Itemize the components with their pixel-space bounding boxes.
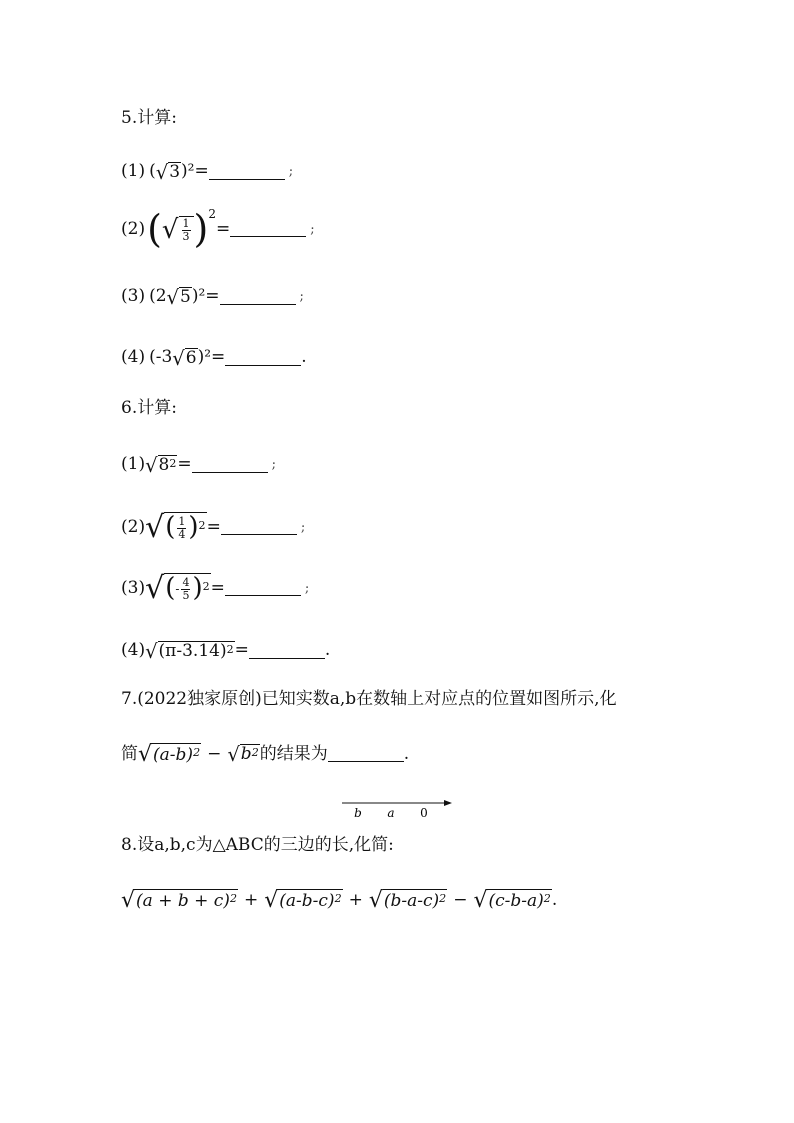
sqrt: √ (π-3.14) $^2$	[145, 640, 234, 663]
answer-blank[interactable]	[209, 178, 285, 180]
q5-item-2: (2) ( √ $\frac{1}{3}$ ) 2 = ;	[121, 207, 315, 251]
q6-item-4: (4) √ (π-3.14) $^2$ = .	[121, 640, 331, 663]
sqrt: √ b $^2$	[227, 743, 259, 767]
axis-label-b: b	[354, 806, 362, 820]
q7-line-2: 简 √ (a-b) $^2$ − √ b $^2$ 的结果为 .	[121, 742, 410, 767]
answer-blank[interactable]	[225, 594, 301, 596]
sqrt: √ (b-a-c) $^2$	[368, 888, 447, 913]
q5-item-4: (4) (-3 √ 6 )²= .	[121, 347, 307, 370]
answer-blank[interactable]	[220, 303, 296, 305]
sqrt: √ $\frac{1}{3}$	[162, 216, 194, 242]
q8-heading: 8.设a,b,c为△ABC的三边的长,化简:	[121, 835, 394, 855]
answer-blank[interactable]	[221, 533, 297, 535]
q5-item-1: (1) ( √ 3 )²= ;	[121, 161, 294, 184]
q7-line-1: 7.(2022独家原创)已知实数a,b在数轴上对应点的位置如图所示,化	[121, 689, 617, 709]
q6-item-3: (3) √ ( - $\frac{4}{5}$ ) $^2$ = ;	[121, 571, 310, 606]
sqrt: √ (c-b-a) $^2$	[473, 888, 551, 913]
sqrt: √ (a + b + c) $^2$	[121, 888, 237, 913]
answer-blank[interactable]	[230, 235, 306, 237]
q6-heading: 6.计算:	[121, 398, 177, 418]
sqrt: √ 5	[166, 286, 191, 309]
q6-item-2: (2) √ ( $\frac{1}{4}$ ) $^2$ = ;	[121, 510, 306, 545]
sqrt: √ (a-b-c) $^2$	[264, 888, 342, 913]
answer-blank[interactable]	[328, 760, 404, 762]
sqrt: √ (a-b) $^2$	[138, 742, 201, 767]
axis-label-0: 0	[420, 806, 428, 820]
q6-item-1: (1) √ 8 $^2$ = ;	[121, 454, 277, 477]
axis-label-a: a	[387, 806, 395, 820]
q8-expression: √ (a + b + c) $^2$ + √ (a-b-c) $^2$ + √ (b-a-c) $^2$ − √ (c-b-a) $^2$ .	[121, 888, 558, 913]
sqrt: √ 3	[155, 161, 181, 184]
sqrt: √ ( $\frac{1}{4}$ ) $^2$	[145, 510, 206, 545]
answer-blank[interactable]	[192, 471, 268, 473]
number-line	[340, 796, 454, 820]
axis-arrow	[444, 800, 452, 806]
sqrt: √ 6	[172, 347, 197, 370]
q5-item-3: (3) (2 √ 5 )²= ;	[121, 286, 304, 309]
answer-blank[interactable]	[249, 657, 325, 659]
answer-blank[interactable]	[225, 364, 301, 366]
q5-heading: 5.计算:	[121, 108, 177, 128]
sqrt: √ ( - $\frac{4}{5}$ ) $^2$	[145, 571, 210, 606]
sqrt: √ 8 $^2$	[145, 454, 177, 477]
